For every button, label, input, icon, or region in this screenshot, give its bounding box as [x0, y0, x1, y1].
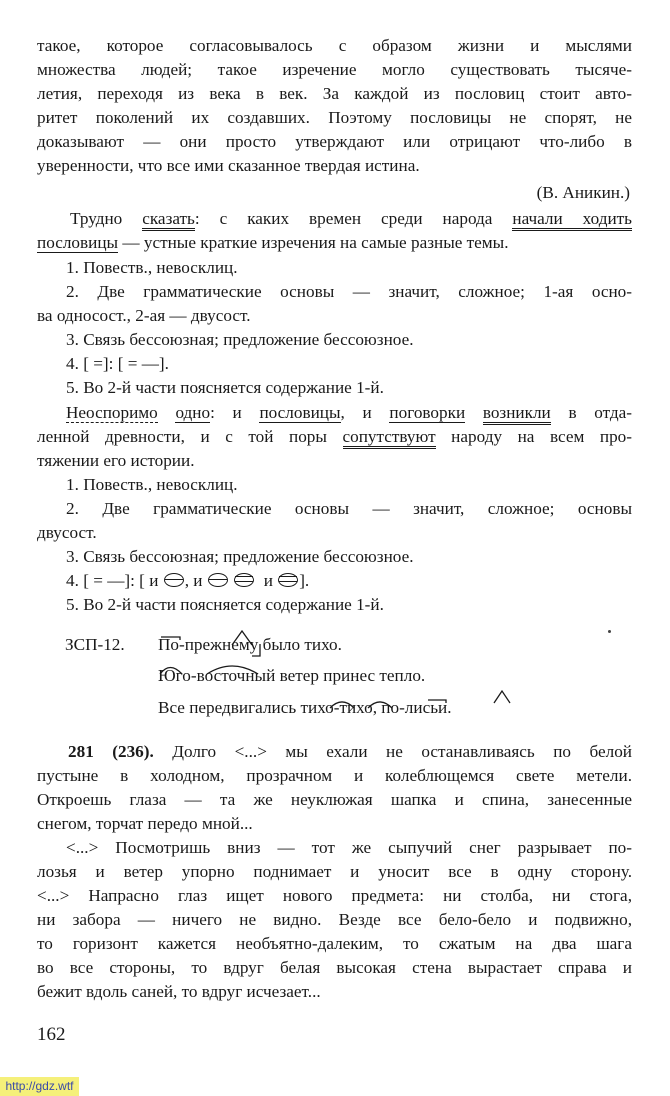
exercise-text: Долго <...> мы ехали не останавливаясь по белой	[153, 742, 632, 761]
word: народу на всем про-	[435, 427, 632, 446]
word: ,	[372, 698, 382, 717]
morphemic-word: По-прежнему	[158, 635, 259, 654]
exercise-number: 281 (236).	[68, 742, 154, 761]
scheme-text: , и	[184, 571, 207, 590]
subject: поговорки	[389, 403, 466, 422]
suffix-mark	[494, 691, 510, 703]
analysis-1-item: 5. Во 2-й части поясняется содержание 1-й.	[66, 378, 384, 397]
word: ленной древности, и с той поры	[37, 427, 343, 446]
word: : и	[210, 403, 260, 422]
subject: пословицы	[259, 403, 341, 422]
speck	[608, 630, 611, 633]
root-arc	[330, 702, 354, 708]
analysis-1-scheme: 4. [ =]: [ = —].	[66, 354, 169, 373]
predicate: начали ходить	[512, 209, 632, 231]
zsp-label: ЗСП-12.	[65, 635, 125, 654]
predicate: сопутствуют	[343, 427, 436, 449]
analysis-1-item: 3. Связь бессоюзная; предложение бессоюзное.	[66, 330, 414, 349]
exercise-line: <...> Напрасно глаз ищет нового предмета: ни столба, ни стога,	[37, 886, 632, 905]
exercise-line: то горизонт кажется необъятно-далеким, то сжатым на два шага	[37, 934, 632, 953]
analysis-1-item: ва односост., 2-ая — двусост.	[37, 306, 251, 325]
quote-line: такое, которое согласовывалось с образом жизни и мыслями	[37, 36, 632, 55]
subject: пословицы	[37, 233, 119, 252]
analysis-2-item: 5. Во 2-й части поясняется содержание 1-й.	[66, 595, 384, 614]
analysis-1-item: 1. Повеств., невосклиц.	[66, 258, 238, 277]
analysis-2-item: двусост.	[37, 523, 97, 542]
ending-mark	[252, 644, 260, 656]
exercise-line: ни забора — ничего не видно. Везде все бело-бело и подвижно,	[37, 910, 632, 929]
morphemic-word: Юго-восточный	[158, 666, 276, 685]
word: в отда-	[550, 403, 632, 422]
scheme-text: ].	[299, 571, 310, 590]
root-arc	[160, 668, 182, 675]
suffix-mark	[232, 631, 252, 645]
root-arc	[368, 702, 392, 708]
word: .	[447, 698, 452, 717]
exercise-line: Откроешь глаза — та же неуклюжая шапка и спина, занесенные	[37, 790, 632, 809]
word: , и	[340, 403, 390, 422]
word: — устные краткие изречения на самые разные темы.	[118, 233, 509, 252]
scheme-text: и	[259, 571, 278, 590]
predicate: сказать	[142, 209, 195, 231]
adverbial: Неоспоримо	[66, 403, 158, 422]
quote-line: множества людей; такое изречение могло существовать тысяче-	[37, 60, 632, 79]
root-arc	[207, 666, 258, 674]
word: Все передвигались	[158, 698, 301, 717]
analysis-2-item: 2. Две грамматические основы — значит, сложное; основы	[66, 499, 632, 518]
page-number: 162	[37, 1024, 66, 1045]
watermark-link[interactable]: http://gdz.wtf	[0, 1077, 79, 1096]
exercise-line: лозья и ветер упорно поднимает и уносит все в одну сторону.	[37, 862, 632, 881]
sentence-2-line-3: тяжении его истории.	[37, 451, 195, 470]
quote-line: летия, переходя из века в век. За каждой из пословиц стоит авто-	[37, 84, 632, 103]
exercise-line: снегом, торчат передо мной...	[37, 814, 253, 833]
analysis-2-item: 1. Повеств., невосклиц.	[66, 475, 238, 494]
prefix-mark	[428, 700, 446, 703]
exercise-line: во все стороны, то вдруг белая высокая стена вырастает справа и	[37, 958, 632, 977]
morphemic-word: тихо-тихо	[300, 698, 373, 717]
exercise-line: пустыне в холодном, прозрачном и колеблющемся свете метели.	[37, 766, 632, 785]
quote-line: доказывают — они просто утверждают или отрицают что-либо в	[37, 132, 632, 151]
word: ветер принес тепло.	[275, 666, 426, 685]
exercise-line: <...> Посмотришь вниз — тот же сыпучий снег разрывает по-	[66, 838, 632, 857]
morphemic-word: по-лисьи	[381, 698, 448, 717]
analysis-1-item: 2. Две грамматические основы — значит, сложное; 1-ая осно-	[66, 282, 632, 301]
word: Трудно	[70, 209, 143, 228]
prefix-mark	[161, 637, 180, 640]
quote-author: (В. Аникин.)	[536, 183, 630, 202]
subject: одно	[175, 403, 211, 422]
quote-line: ритет поколений их создавших. Поэтому пословицы не спорят, не	[37, 108, 632, 127]
scheme-text: 4. [ = —]: [ и	[66, 571, 163, 590]
exercise-line-1	[68, 741, 632, 763]
quote-line: уверенности, что все ими сказанное твердая истина.	[37, 156, 420, 175]
exercise-line: бежит вдоль саней, то вдруг исчезает...	[37, 982, 321, 1001]
word: было тихо.	[258, 635, 342, 654]
predicate: возникли	[483, 403, 551, 425]
analysis-2-item: 3. Связь бессоюзная; предложение бессоюзное.	[66, 547, 414, 566]
word: : с каких времен среди народа	[194, 209, 513, 228]
